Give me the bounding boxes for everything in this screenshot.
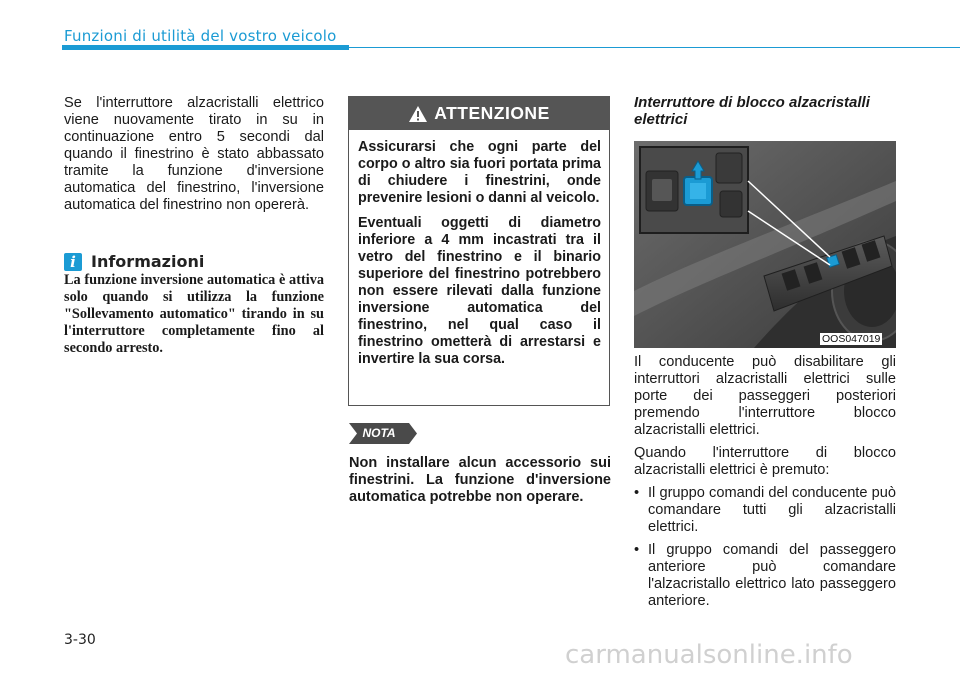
image-code: OOS047019 <box>822 333 881 345</box>
left-column <box>64 95 324 214</box>
bullet-text-1: Il gruppo comandi del conducente può comandare tutti gli alzacristalli elettrici. <box>648 485 896 535</box>
door-switch-photo <box>634 141 896 348</box>
right-paragraph-1: Il conducente può disabilitare gli interruttori alzacristalli elettrici sulle porte dei passeggeri posteriori premendo l'interruttore blocco alzacristalli elettrici. <box>634 354 896 438</box>
warning-box <box>348 96 610 406</box>
nota-body: Non installare alcun accessorio sui finestrini. La funzione d'inversione automatica potrebbe non operare. <box>349 455 611 505</box>
warning-label: ATTENZIONE <box>434 103 550 123</box>
warning-body <box>349 130 609 368</box>
header-rule <box>349 47 960 48</box>
warning-paragraph-2: Eventuali oggetti di diametro inferiore a 4 mm incastrati tra il vetro del finestrino e il binario superiore del finestrino potrebbero non essere rilevati dalla funzione inversione automatica del finestrino, nel qual caso il finestrino ometterà di arrestarsi e invertire la sua corsa. <box>358 215 601 367</box>
right-text <box>634 354 896 616</box>
info-header <box>64 252 204 271</box>
info-title: Informazioni <box>91 252 205 271</box>
bullet-text-2: Il gruppo comandi del passeggero anteriore può comandare l'alzacristallo elettrico lato passeggero anteriore. <box>648 542 896 609</box>
warning-paragraph-1: Assicurarsi che ogni parte del corpo o altro sia fuori portata prima di chiudere i finestrini, onde prevenire lesioni o danni al veicolo. <box>358 139 601 206</box>
watermark: carmanualsonline.info <box>565 640 853 670</box>
bullet-list <box>634 485 896 610</box>
header-title: Funzioni di utilità del vostro veicolo <box>64 27 337 45</box>
right-paragraph-2: Quando l'interruttore di blocco alzacristalli elettrici è premuto: <box>634 445 896 478</box>
warning-header <box>349 97 609 130</box>
page-number: 3-30 <box>64 632 96 648</box>
list-item: • Il gruppo comandi del passeggero anteriore può comandare l'alzacristallo elettrico lato passeggero anteriore. <box>634 542 896 609</box>
nota-label: NOTA <box>362 426 396 440</box>
warning-triangle-icon <box>408 105 428 123</box>
info-body: La funzione inversione automatica è attiva solo quando si utilizza la funzione "Sollevamento automatico" tirando in su l'interruttore completamente fino al secondo arresto. <box>64 272 324 356</box>
section-title: Interruttore di blocco alzacristalli elettrici <box>634 94 870 128</box>
info-icon: i <box>64 253 82 271</box>
header-accent-bar <box>62 45 349 50</box>
left-paragraph: Se l'interruttore alzacristalli elettrico viene nuovamente tirato in su in continuazione entro 5 secondi dal quando il finestrino è stato abbassato tramite la funzione d'inversione automatica del finestrino, l'inversione automatica del finestrino non opererà. <box>64 95 324 213</box>
list-item: • Il gruppo comandi del conducente può comandare tutti gli alzacristalli elettrici. <box>634 485 896 535</box>
